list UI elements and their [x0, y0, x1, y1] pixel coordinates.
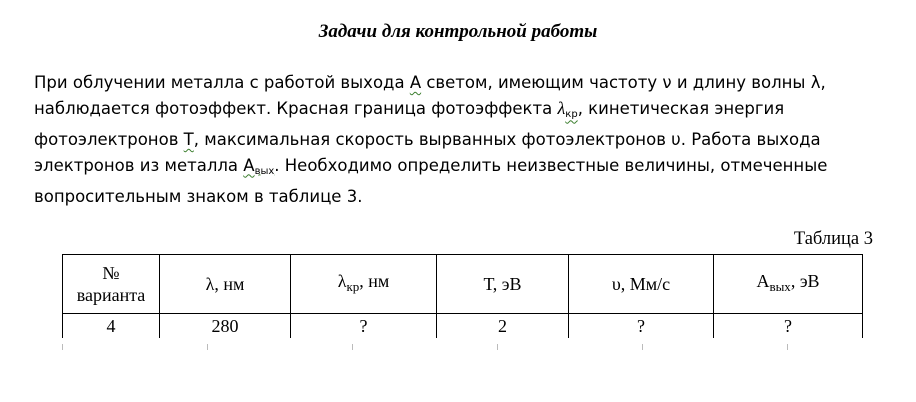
- header-variant: № варианта: [63, 255, 160, 314]
- header-lambda: λ, нм: [160, 255, 291, 314]
- cell-a-out: ?: [714, 314, 863, 339]
- cell-variant: 4: [63, 314, 160, 339]
- table-header-row: [63, 255, 863, 314]
- symbol-t: Т: [183, 130, 194, 149]
- header-lambda-kr: $\lambda_{кр}$, нм: [291, 255, 437, 314]
- cell-lambda-kr: ?: [291, 314, 437, 339]
- text-line-3: фотоэлектронов Т, максимальная скорость вырванных фотоэлектронов υ. Работа выхода: [34, 130, 821, 149]
- text-line-2: наблюдается фотоэффект. Красная граница фотоэффекта $\lambda_{кр}$, кинетическая энергия: [34, 97, 785, 120]
- cropped-row-remnant: [62, 344, 862, 350]
- header-v: υ, Мм/с: [569, 255, 714, 314]
- text-line-1: При облучении металла с работой выхода А светом, имеющим частоту ν и длину волны λ,: [34, 73, 826, 92]
- data-table: [62, 254, 863, 338]
- symbol-a: А: [409, 73, 422, 92]
- table-caption: Таблица 3: [793, 229, 873, 249]
- table-row: [63, 314, 863, 339]
- problem-text: [34, 70, 884, 210]
- cell-t: 2: [437, 314, 569, 339]
- cell-lambda: 280: [160, 314, 291, 339]
- header-a-out: $А_{вых}$, эВ: [714, 255, 863, 314]
- text-line-5: вопросительным знаком в таблице 3.: [34, 187, 363, 206]
- symbol-a-out: $А_{вых}$: [243, 155, 275, 177]
- page-title: Задачи для контрольной работы: [318, 21, 598, 42]
- symbol-lambda-kr: λ: [557, 97, 566, 118]
- cell-v: ?: [569, 314, 714, 339]
- header-t: Т, эВ: [437, 255, 569, 314]
- text-line-4: электронов из металла $А_{вых}$. Необходимо определить неизвестные величины, отмеченные: [34, 155, 828, 177]
